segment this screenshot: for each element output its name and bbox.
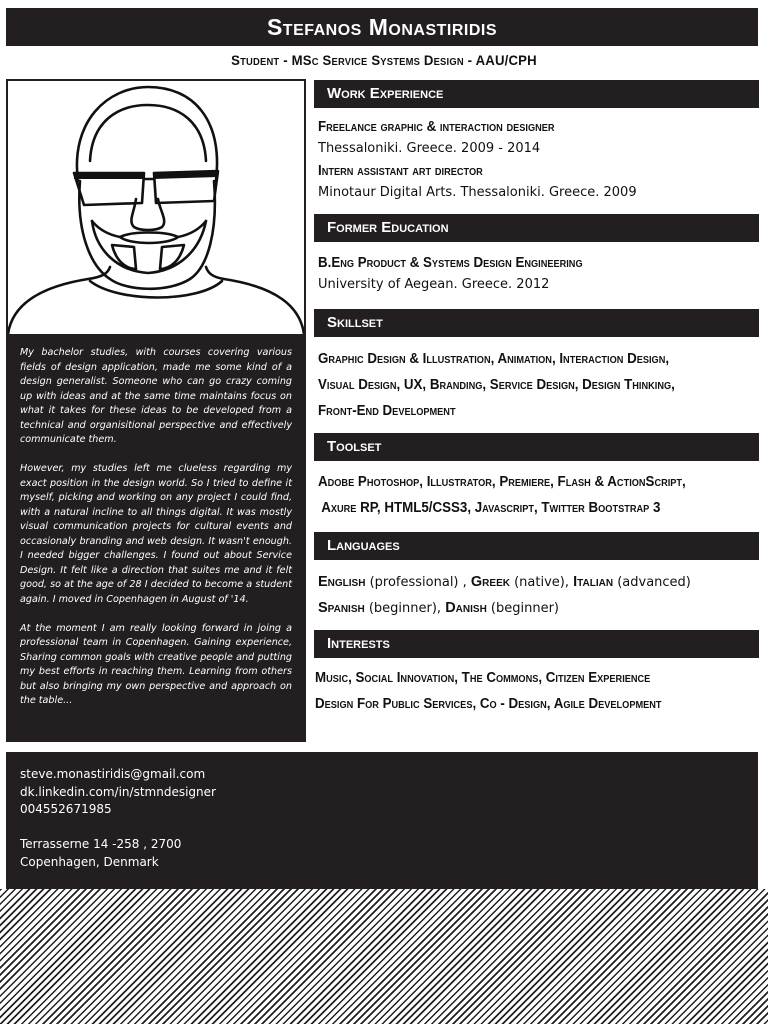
- skillset-line: Graphic Design & Illustration, Animation, Interaction Design,: [318, 351, 670, 367]
- contact-address-line: Terrasserne 14 -258 , 2700: [20, 837, 182, 851]
- skillset-line: Visual Design, UX, Branding, Service Design, Design Thinking,: [318, 377, 675, 393]
- contact-email[interactable]: steve.monastiridis@gmail.com: [20, 767, 206, 781]
- name-heading: Stefanos Monastiridis: [6, 8, 758, 46]
- interests-line: Music, Social Innovation, The Commons, Citizen Experience: [315, 670, 651, 686]
- education-degree: B.Eng Product & Systems Design Engineering: [318, 255, 583, 271]
- languages-line: [318, 595, 766, 621]
- subtitle: Student - MSc Service Systems Design - AAU/CPH: [231, 52, 537, 68]
- language-name: Danish: [445, 600, 487, 616]
- section-heading-work: Work Experience: [314, 80, 759, 108]
- work-role-detail: Minotaur Digital Arts. Thessaloniki. Greece. 2009: [318, 185, 637, 200]
- portrait-drawing: [8, 81, 304, 334]
- contact-linkedin[interactable]: dk.linkedin.com/in/stmndesigner: [20, 784, 216, 799]
- language-level: (professional) ,: [365, 575, 471, 590]
- toolset-list: [318, 469, 766, 521]
- language-level: (beginner): [486, 601, 560, 616]
- work-role-title: Intern assistant art director: [318, 163, 483, 179]
- toolset-line: Axure RP, HTML5/CSS3, Javascript, Twitter Bootstrap 3: [318, 500, 661, 516]
- section-heading-skillset: Skillset: [314, 309, 759, 337]
- language-level: (advanced): [613, 575, 691, 590]
- languages-list: [318, 569, 766, 621]
- contact-spacer: [20, 819, 744, 837]
- contact-address-line: Copenhagen, Denmark: [20, 854, 159, 869]
- bio-paragraph: My bachelor studies, with courses covering various fields of design application, made me some kind of a design generalist. Someone who can go crazy coming up with ideas and at the same time maintains focus on what it takes for these ideas to be developed from a technical and organisitional perspective and effectively communicate them.: [20, 347, 292, 445]
- language-name: English: [318, 574, 366, 590]
- work-role-detail: Thessaloniki. Greece. 2009 - 2014: [318, 141, 541, 156]
- education-block: [318, 252, 766, 296]
- language-name: Spanish: [318, 600, 365, 616]
- language-name: Italian: [573, 574, 614, 590]
- work-role-title: Freelance graphic & interaction designer: [318, 119, 555, 135]
- contact-phone: 004552671985: [20, 802, 112, 816]
- bio-paragraph: However, my studies left me clueless regarding my exact position in the design world. So I tried to define it myself, picking and working on any project I could find, with a natural incline to all things digital. It was mostly visual communication projects for cultural events and occasionaly branding and web design. It wasn't enough. I needed bigger challenges. I found out about Service Design. It felt like a direction that suites me and it felt good, so at the age of 28 I decided to become a student again. I moved in Copenhagen in August of '14.: [20, 463, 292, 605]
- languages-line: [318, 569, 766, 595]
- section-heading-education: Former Education: [314, 214, 759, 242]
- hatched-footer-pattern: [0, 889, 768, 1024]
- work-experience-list: [318, 116, 766, 204]
- bio-paragraph: At the moment I am really looking forward in joing a professional team in Copenhagen. Gaining experience, Sharing common goals with creative people and putting my best efforts in reaching them. Learning from others but also bringing my own perspective and approach on the table...: [20, 622, 292, 706]
- language-level: (native),: [509, 575, 574, 590]
- section-heading-interests: Interests: [314, 630, 759, 658]
- skillset-list: [318, 346, 766, 424]
- section-heading-languages: Languages: [314, 532, 759, 560]
- interests-line: Design For Public Services, Co - Design, Agile Development: [315, 696, 662, 712]
- interests-list: [315, 665, 763, 717]
- bio-panel: [6, 336, 306, 742]
- contact-panel: [6, 752, 758, 889]
- skillset-line: Front-End Development: [318, 403, 456, 419]
- language-name: Greek: [470, 574, 510, 590]
- education-detail: University of Aegean. Greece. 2012: [318, 277, 550, 292]
- toolset-line: Adobe Photoshop, Illustrator, Premiere, Flash & ActionScript,: [318, 474, 686, 490]
- language-level: (beginner),: [364, 601, 446, 616]
- portrait-illustration: [6, 79, 306, 336]
- section-heading-toolset: Toolset: [314, 433, 759, 461]
